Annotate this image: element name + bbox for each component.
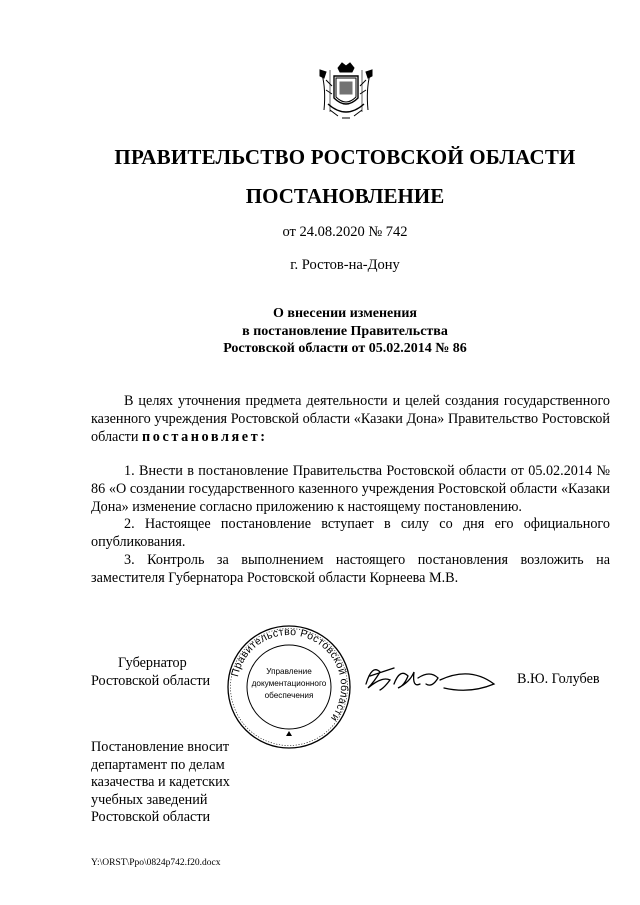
preamble-paragraph — [91, 393, 610, 446]
clause-item: 3. Контроль за выполнением настоящего постановления возложить на заместителя Губернатора Ростовской области Корнеева М.В. — [91, 551, 610, 586]
official-stamp — [226, 624, 352, 750]
submitted-by-line: Постановление вносит — [91, 739, 230, 755]
stamp-inner-line: Управление — [266, 667, 312, 676]
signatory-role-line: Губернатор — [118, 655, 187, 671]
subject-line: в постановление Правительства — [242, 323, 448, 339]
document-subject — [0, 305, 640, 358]
handwritten-signature — [360, 658, 500, 698]
signatory-name: В.Ю. Голубев — [517, 671, 600, 687]
submitted-by-line: департамент по делам — [91, 756, 225, 773]
subject-line: О внесении изменения — [273, 306, 417, 321]
decree-word: постановляет: — [141, 428, 268, 445]
document-type: ПОСТАНОВЛЕНИЕ — [245, 184, 445, 208]
clause-item: 1. Внести в постановление Правительства Ростовской области от 05.02.2014 № 86 «О создании государственного казенного учреждения Ростовской области «Казаки Дона» изменение согласно приложению к настоящему постановлению. — [91, 463, 610, 515]
stamp-inner-line: обеспечения — [264, 691, 314, 700]
clauses-list — [91, 463, 610, 588]
submitted-by-line: Ростовской области — [91, 809, 211, 826]
document-city: г. Ростов-на-Дону — [290, 257, 400, 273]
stamp-inner-line: документационного — [251, 679, 327, 688]
coat-of-arms-emblem — [318, 60, 374, 126]
submitted-by-line: учебных заведений — [91, 791, 208, 808]
stamp-outer-text: Правительство Ростовской области — [229, 625, 351, 724]
preamble-text: В целях уточнения предмета деятельности и целей создания государственного казенного учреждения Ростовской области «Казаки Дона» Правительство Ростовской области — [91, 393, 610, 445]
signatory-role-line: Ростовской области — [91, 673, 211, 689]
submitted-by-block — [91, 739, 230, 827]
clause-item: 2. Настоящее постановление вступает в силу со дня его официального опубликования. — [91, 516, 610, 551]
subject-line: Ростовской области от 05.02.2014 № 86 — [223, 341, 467, 356]
government-title: ПРАВИТЕЛЬСТВО РОСТОВСКОЙ ОБЛАСТИ — [114, 145, 576, 169]
signatory-role — [91, 654, 210, 690]
document-date-number: от 24.08.2020 № 742 — [282, 224, 408, 240]
file-path-footer: Y:\ORST\Ppo\0824p742.f20.docx — [91, 858, 221, 868]
submitted-by-line: казачества и кадетских — [91, 774, 230, 791]
